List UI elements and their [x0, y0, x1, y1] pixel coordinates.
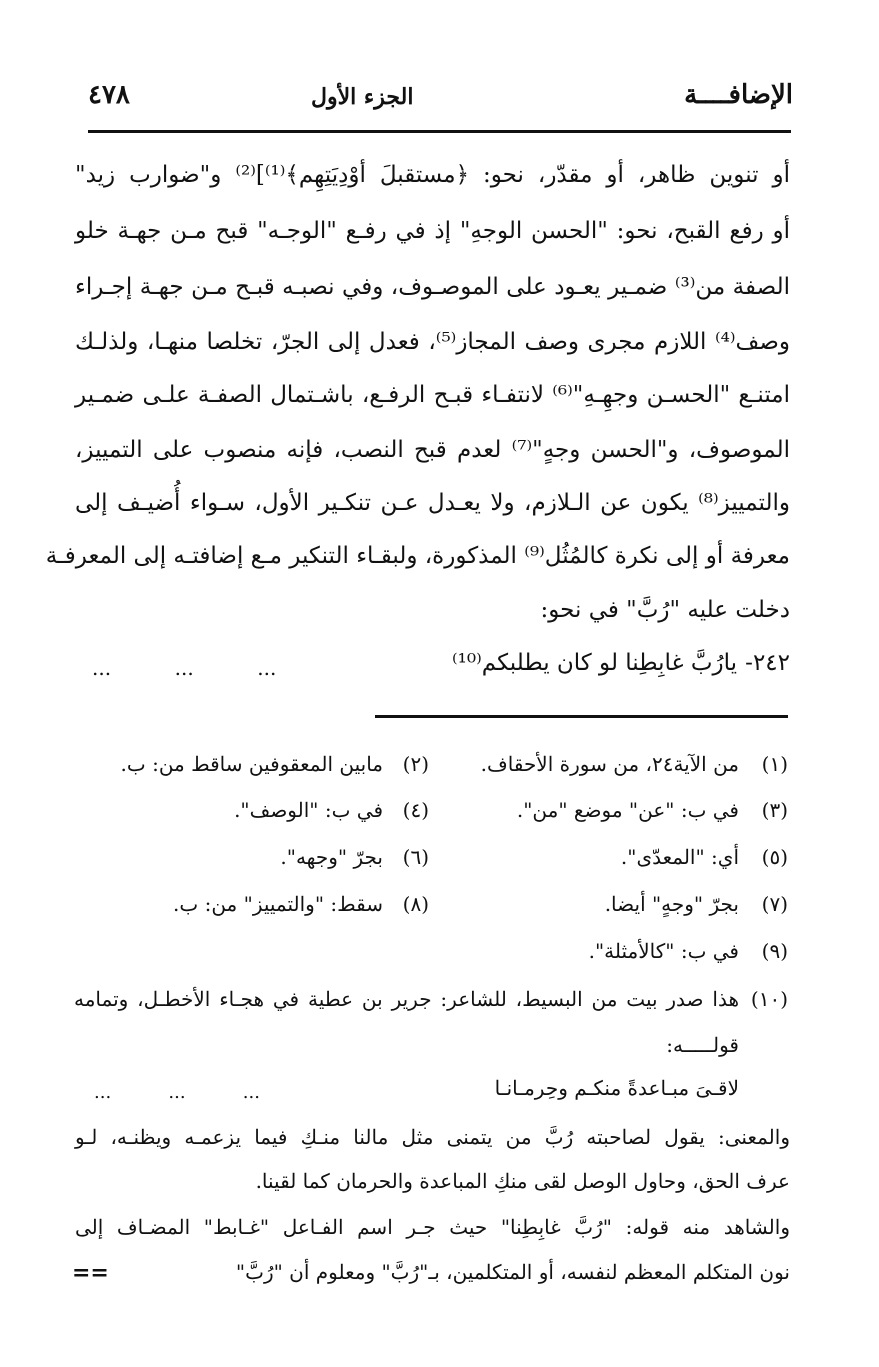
continuation-mark: == [72, 1260, 109, 1286]
body-line: أو تنوين ظاهر، أو مقدّر، نحو: ﴿مستقبلَ أوْدِيَتِهِم﴾⁽¹⁾]⁽²⁾ و"ضوارب زيد" [75, 162, 790, 188]
footnote-shahid-line: نون المتكلم المعظم لنفسه، أو المتكلمين، بـ"رُبَّ" ومعلوم أن "رُبَّ" [235, 1260, 790, 1284]
body-line: الموصوف، و"الحسن وجهٍ"⁽⁷⁾ لعدم قبح النصب، فإنه منصوب على التمييز، [75, 437, 791, 463]
footnote-number: (٨) [402, 892, 429, 916]
footnote-number: (٧) [761, 892, 788, 916]
body-line: الصفة من⁽³⁾ ضمـير يعـود على الموصـوف، وفي نصبـه قبـح مـن جهـة إجـراء [75, 274, 790, 300]
footnote-verse-text: لاقـىَ مبـاعدةً منكـم وحِرمـانـا [494, 1076, 739, 1100]
part-title: الجزء الأول [311, 84, 414, 110]
chapter-title: الإضافــــة [684, 80, 793, 110]
footnote-text: أي: "المعدّى". [620, 845, 739, 869]
footnote-text: بجرّ "وجهه". [280, 845, 383, 869]
body-line: معرفة أو إلى نكرة كالمُثُل⁽⁹⁾ المذكورة، ولبقـاء التنكير مـع إضافتـه إلى المعرفـة [45, 543, 790, 569]
footnote-number: (٦) [402, 845, 429, 869]
footnote-text: مابين المعقوفين ساقط من: ب. [120, 752, 383, 776]
footnote-text: في ب: "كالأمثلة". [588, 939, 739, 963]
footnote-text: في ب: "الوصف". [234, 798, 383, 822]
verse-text: يارُبَّ غابِطِنا لو كان يطلبكم⁽¹⁰⁾ [452, 650, 737, 676]
footnote-verse-dots: ... ... ... [94, 1082, 260, 1103]
footnote-meaning-line: والمعنى: يقول لصاحبته رُبَّ من يتمنى مثل مالنا منـكِ فيما يزعمـه ويظنـه، لـو [75, 1125, 790, 1149]
body-line: وصف⁽⁴⁾ اللازم مجرى وصف المجاز⁽⁵⁾، فعدل إلى الجرّ، تخلصا منهـا، ولذلـك [75, 329, 790, 355]
footnote-number: (١) [761, 752, 788, 776]
footnote-number: (٢) [402, 752, 429, 776]
footnote-text: بجرّ "وجهٍ" أيضا. [604, 892, 739, 916]
footnote-number: (٥) [761, 845, 788, 869]
body-line: امتنـع "الحسـن وجهِـهِ"⁽⁶⁾ لانتفـاء قبـح الرفـع، باشـتمال الصفـة علـى ضمـير [75, 382, 790, 408]
body-line: أو رفع القبح، نحو: "الحسن الوجهِ" إذ في رفـع "الوجـه" قبح مـن جهـة خلو [75, 218, 790, 244]
footnote-separator [375, 715, 788, 718]
footnote-text: من الآية٢٤، من سورة الأحقاف. [480, 752, 739, 776]
header-rule [88, 130, 791, 133]
footnote-number: (٤) [402, 798, 429, 822]
footnote-shahid-line: والشاهد منه قوله: "رُبَّ غابِطِنا" حيث جـر اسم الفـاعل "غـابط" المضـاف إلى [75, 1215, 790, 1239]
footnote-text: سقط: "والتمييز" من: ب. [173, 892, 383, 916]
footnote-meaning-line: عرف الحق، وحاول الوصل لقى منكِ المباعدة والحرمان كما لقينا. [255, 1169, 790, 1193]
verse-dots: ... ... ... [92, 656, 277, 680]
footnote-text: هذا صدر بيت من البسيط، للشاعر: جرير بن عطية في هجـاء الأخطـل، وتمامه [74, 987, 739, 1011]
body-line: دخلت عليه "رُبَّ" في نحو: [540, 597, 790, 623]
footnote-number: (١٠) [750, 987, 788, 1011]
verse-number: ٢٤٢- [745, 650, 790, 676]
footnote-text: في ب: "عن" موضع "من". [516, 798, 739, 822]
footnote-number: (٣) [761, 798, 788, 822]
footnote-text: قولـــــه: [666, 1033, 739, 1057]
footnote-number: (٩) [761, 939, 788, 963]
page-number: ٤٧٨ [88, 80, 130, 110]
body-line: والتمييز⁽⁸⁾ يكون عن الـلازم، ولا يعـدل عـن تنكـير الأول، سـواء أُضيـف إلى [75, 490, 790, 516]
